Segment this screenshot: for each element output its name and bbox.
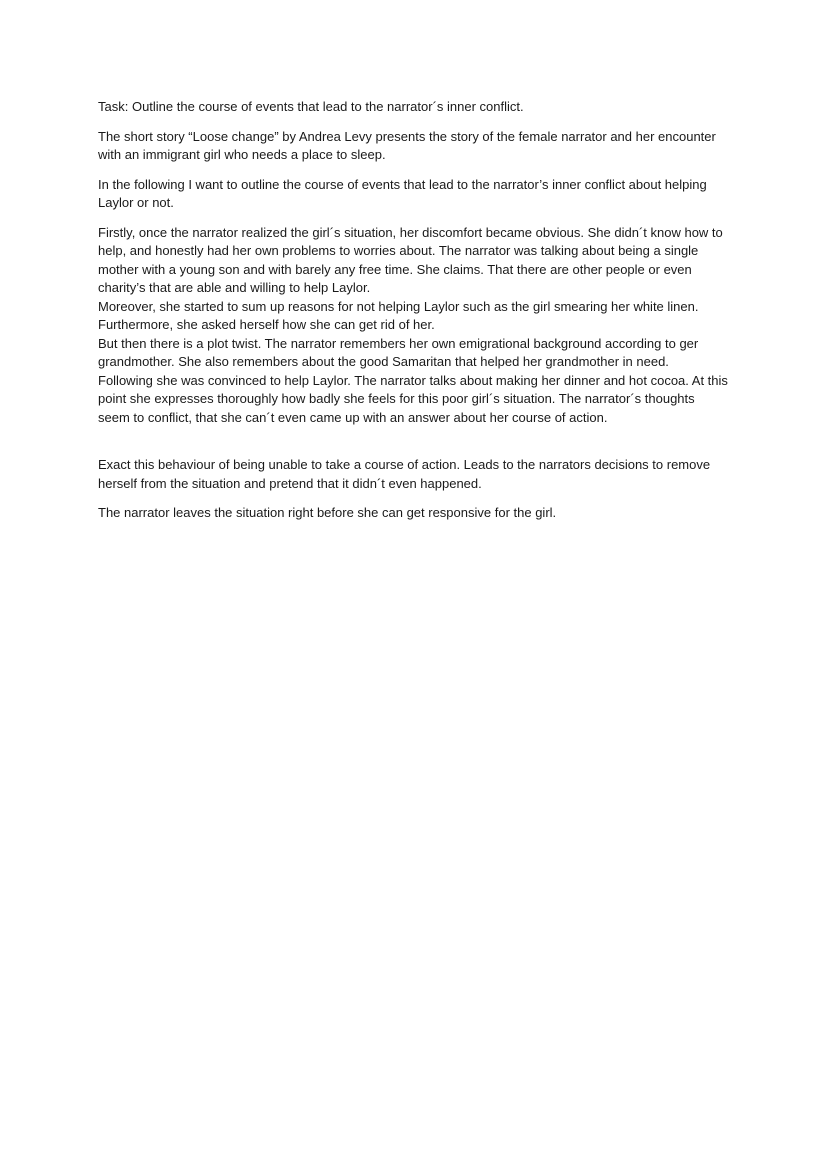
outline-paragraph: In the following I want to outline the course of events that lead to the narrator’s inner conflict about helping Laylor or not. <box>98 176 707 210</box>
intro-paragraph: The short story “Loose change” by Andrea Levy presents the story of the female narrator and her encounter with an immigrant girl who needs a place to sleep. <box>98 128 716 162</box>
task-line: Task: Outline the course of events that lead to the narrator´s inner conflict. <box>98 99 524 114</box>
body-paragraph-plot-twist: But then there is a plot twist. The narrator remembers her own emigrational background according to ger grandmother. She also remembers about the good Samaritan that helped her grandmother in need. <box>98 335 699 369</box>
body-paragraph-following: Following she was convinced to help Laylor. The narrator talks about making her dinner and hot cocoa. At this point she expresses thoroughly how badly she feels for this poor girl´s situation. The narrator´s thoughts seem to conflict, that she can´t even came up with an answer about her course of action. <box>98 372 728 425</box>
body-paragraph-moreover: Moreover, she started to sum up reasons for not helping Laylor such as the girl smearing her white linen. Furthermore, she asked herself how she can get rid of her. <box>98 298 699 332</box>
document-page <box>98 98 730 534</box>
conclusion-paragraph: Exact this behaviour of being unable to take a course of action. Leads to the narrators decisions to remove herself from the situation and pretend that it didn´t even happened. <box>98 457 711 491</box>
final-paragraph: The narrator leaves the situation right before she can get responsive for the girl. <box>98 505 557 520</box>
body-paragraph-firstly: Firstly, once the narrator realized the girl´s situation, her discomfort became obvious. She didn´t know how to help, and honestly had her own problems to worries about. The narrator was talking about being a single mother with a young son and with barely any free time. She claims. That there are other people or even charity’s that are able and willing to help Laylor. <box>98 224 723 295</box>
